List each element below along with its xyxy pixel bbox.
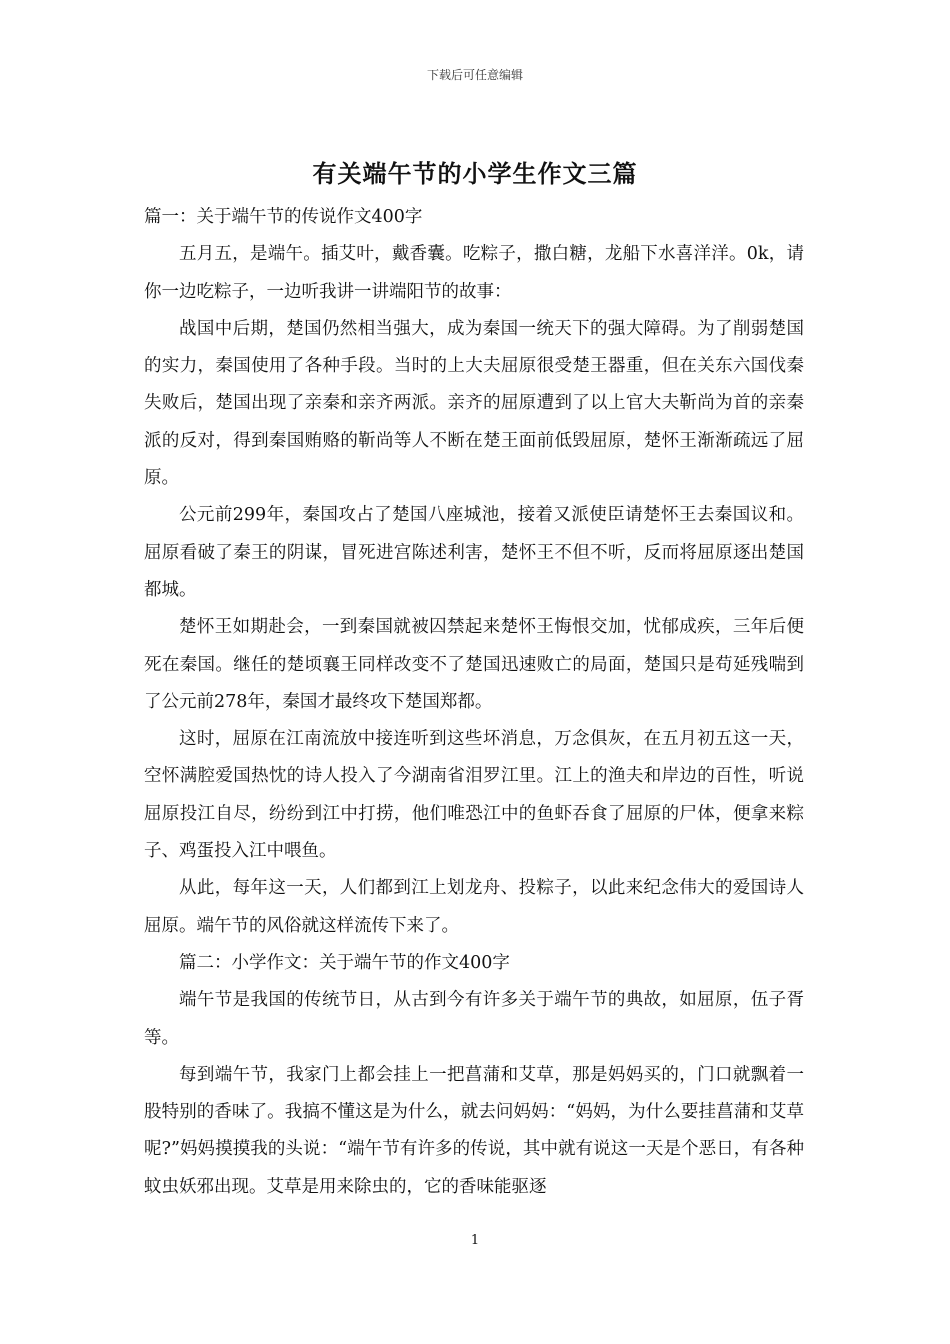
header-note: 下载后可任意编辑: [426, 68, 523, 82]
document-body: [144, 199, 804, 1206]
page-number: 1: [470, 1233, 480, 1248]
section-heading-1: 篇一：关于端午节的传说作文400字: [144, 207, 423, 227]
section-heading-2: 篇二：小学作文：关于端午节的作文400字: [179, 952, 510, 973]
paragraph: 每到端午节，我家门上都会挂上一把菖蒲和艾草，那是妈妈买的，门口就飘着一股特别的香味了。我搞不懂这是为什么，就去问妈妈：“妈妈，为什么要挂菖蒲和艾草呢?”妈妈摸摸我的头说：“端午节有许多的传说，其中就有说这一天是个恶日，有各种蚊虫妖邪出现。艾草是用来除虫的，它的香味能驱逐: [144, 1064, 804, 1197]
document-title: 有关端午节的小学生作文三篇: [312, 159, 638, 188]
paragraph: 端午节是我国的传统节日，从古到今有许多关于端午节的典故，如屈原，伍子胥等。: [144, 990, 804, 1048]
paragraph: 楚怀王如期赴会，一到秦国就被囚禁起来楚怀王悔恨交加，忧郁成疾，三年后便死在秦国。继任的楚顷襄王同样改变不了楚国迅速败亡的局面，楚国只是苟延残喘到了公元前278年，秦国才最终攻下楚国郑都。: [144, 617, 804, 712]
paragraph: 五月五，是端午。插艾叶，戴香囊。吃粽子，撒白糖，龙船下水喜洋洋。0k，请你一边吃粽子，一边听我讲一讲端阳节的故事：: [144, 244, 804, 302]
paragraph: 这时，屈原在江南流放中接连听到这些坏消息，万念俱灰，在五月初五这一天，空怀满腔爱国热忱的诗人投入了今湖南省泪罗江里。江上的渔夫和岸边的百性，听说屈原投江自尽，纷纷到江中打捞，他们唯恐江中的鱼虾吞食了屈原的尸体，便拿来粽子、鸡蛋投入江中喂鱼。: [144, 729, 804, 862]
paragraph: 公元前299年，秦国攻占了楚国八座城池，接着又派使臣请楚怀王去秦国议和。屈原看破了秦王的阴谋，冒死进宫陈述利害，楚怀王不但不听，反而将屈原逐出楚国都城。: [144, 505, 804, 600]
paragraph: 从此，每年这一天，人们都到江上划龙舟、投粽子，以此来纪念伟大的爱国诗人屈原。端午节的风俗就这样流传下来了。: [144, 878, 804, 936]
paragraph: 战国中后期，楚国仍然相当强大，成为秦国一统天下的强大障碍。为了削弱楚国的实力，秦国使用了各种手段。当时的上大夫屈原很受楚王器重，但在关东六国伐秦失败后，楚国出现了亲秦和亲齐两派。亲齐的屈原遭到了以上官大夫靳尚为首的亲秦派的反对，得到秦国贿赂的靳尚等人不断在楚王面前低毁屈原，楚怀王渐渐疏远了屈原。: [144, 318, 804, 489]
